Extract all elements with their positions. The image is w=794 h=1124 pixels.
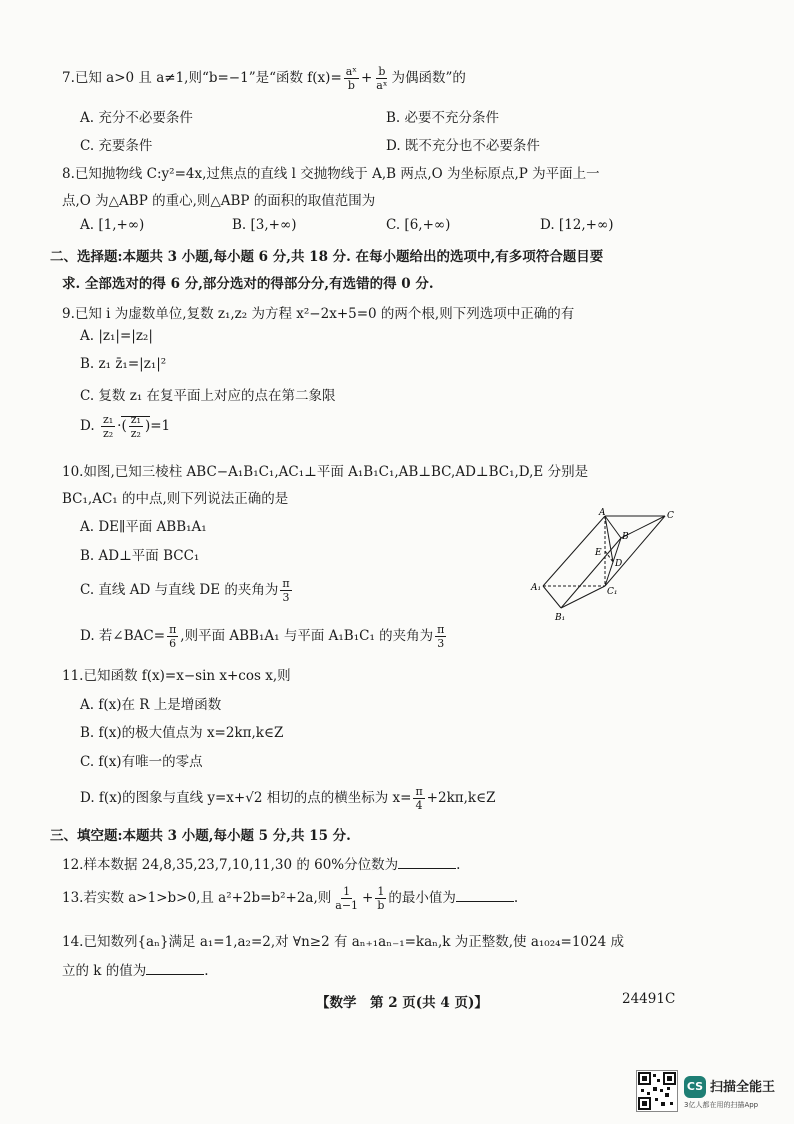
- q7-option-b: B. 必要不充分条件: [386, 110, 500, 126]
- q8-option-c: C. [6,+∞): [386, 217, 451, 233]
- q10-d-fraction-2: [435, 624, 446, 649]
- q11-d-fraction: [413, 786, 424, 811]
- q11-d-numerator: π: [415, 785, 423, 798]
- q7-fraction-1: [344, 66, 359, 91]
- q7-option-d: D. 既不充分也不必要条件: [386, 138, 540, 154]
- q9-d-denominator: z₂: [102, 427, 114, 440]
- label-c: C: [667, 511, 674, 521]
- question-12: [62, 853, 460, 873]
- q10-option-c: [80, 578, 294, 603]
- q10-d-middle: ,则平面 ABB₁A₁ 与平面 A₁B₁C₁ 的夹角为: [180, 628, 434, 644]
- q10-c-numerator: π: [282, 577, 290, 590]
- prism-figure: [525, 508, 685, 623]
- scanner-app-tagline: 3亿人都在用的扫描App: [684, 1101, 759, 1109]
- q9-option-d: [80, 414, 170, 439]
- q7-stem-part-1: 7.已知 a>0 且 a≠1,则“b=−1”是“函数 f(x)=: [62, 70, 342, 86]
- scanner-app-name: 扫描全能王: [710, 1080, 776, 1095]
- q13-plus: +: [362, 890, 374, 906]
- q9-option-a: A. |z₁|=|z₂|: [80, 328, 153, 344]
- q14-end: .: [204, 963, 209, 979]
- camscanner-logo-icon: CS: [684, 1076, 706, 1098]
- q10-option-a: A. DE∥平面 ABB₁A₁: [80, 519, 207, 535]
- q9-d-suffix: =1: [150, 418, 171, 434]
- q9-d-conjugate: ( $\frac{\text{z₁}}{\text{z₂}}$ ): [121, 413, 151, 440]
- q10-d-prefix: D. 若∠BAC=: [80, 628, 166, 644]
- question-14-line-2: [62, 959, 209, 979]
- q7-frac1-numerator: aˣ: [345, 65, 357, 78]
- q10-d-numerator-2: π: [437, 623, 445, 636]
- edge-a1-b1: [543, 586, 561, 608]
- q11-d-prefix: D. f(x)的图象与直线 y=x+√2 相切的点的横坐标为 x=: [80, 790, 412, 806]
- q9-option-c: C. 复数 z₁ 在复平面上对应的点在第二象限: [80, 388, 336, 404]
- q7-option-c: C. 充要条件: [80, 138, 153, 154]
- q7-stem-part-2: 为偶函数”的: [391, 70, 466, 86]
- q8-option-b: B. [3,+∞): [232, 217, 297, 233]
- question-10-line-2: BC₁,AC₁ 的中点,则下列说法正确的是: [62, 491, 289, 507]
- q9-d-prefix: D.: [80, 418, 95, 434]
- q12-end: .: [456, 857, 461, 873]
- q13-frac1-denominator: a−1: [335, 899, 359, 912]
- q9-d-fraction: [101, 414, 115, 439]
- q7-plus: +: [360, 70, 373, 86]
- q12-stem: 12.样本数据 24,8,35,23,7,10,11,30 的 60%分位数为: [62, 857, 399, 873]
- label-a1: A₁: [531, 583, 542, 593]
- q8-option-d: D. [12,+∞): [540, 217, 614, 233]
- q7-frac1-denominator: b: [347, 79, 355, 92]
- q10-d-numerator-1: π: [169, 623, 177, 636]
- question-10-line-1: 10.如图,已知三棱柱 ABC−A₁B₁C₁,AC₁⊥平面 A₁B₁C₁,AB⊥BC,AD⊥BC₁,D,E 分别是: [62, 464, 589, 480]
- edge-b-b1: [561, 538, 621, 608]
- section-2-heading-line-2: 求. 全部选对的得 6 分,部分选对的得部分分,有选错的得 0 分.: [62, 276, 434, 292]
- q10-option-d: [80, 624, 448, 649]
- q9-d-paren-numerator: z₁: [130, 413, 141, 426]
- question-8-line-2: 点,O 为△ABP 的重心,则△ABP 的面积的取值范围为: [62, 193, 376, 209]
- q11-option-a: A. f(x)在 R 上是增函数: [80, 697, 222, 713]
- q11-option-c: C. f(x)有唯一的零点: [80, 754, 203, 770]
- question-7-stem: [62, 66, 466, 91]
- q9-d-paren-denominator: z₂: [130, 427, 141, 440]
- label-b: B: [622, 532, 629, 542]
- q7-fraction-2: [374, 66, 389, 91]
- q9-d-paren-fraction: [129, 414, 143, 439]
- q8-option-a: A. [1,+∞): [80, 217, 145, 233]
- label-c1: C₁: [607, 587, 618, 597]
- q14-line2-prefix: 立的 k 的值为: [62, 963, 147, 979]
- question-13: [62, 886, 518, 911]
- q12-answer-blank[interactable]: [398, 856, 456, 869]
- label-a: A: [599, 508, 606, 518]
- footer-code: 24491C: [622, 991, 676, 1007]
- edge-c-c1: [605, 516, 665, 586]
- q10-d-fraction-1: [167, 624, 178, 649]
- q13-stem: 13.若实数 a>1>b>0,且 a²+2b=b²+2a,则: [62, 890, 332, 906]
- q11-option-d: [80, 786, 495, 811]
- section-3-heading: 三、填空题:本题共 3 小题,每小题 5 分,共 15 分.: [50, 828, 351, 844]
- label-e: E: [595, 548, 602, 558]
- question-8-line-1: 8.已知抛物线 C:y²=4x,过焦点的直线 l 交抛物线于 A,B 两点,O 为坐标原点,P 为平面上一: [62, 166, 600, 182]
- q10-d-denominator-1: 6: [169, 637, 177, 650]
- q13-answer-blank[interactable]: [456, 889, 514, 902]
- q13-frac2-denominator: b: [377, 899, 385, 912]
- q13-frac1-numerator: 1: [343, 885, 351, 898]
- edge-b1-c1: [561, 586, 605, 608]
- q13-frac2-numerator: 1: [377, 885, 385, 898]
- q14-answer-blank[interactable]: [146, 962, 204, 975]
- q7-frac2-denominator: aˣ: [376, 79, 388, 92]
- section-2-heading-line-1: 二、选择题:本题共 3 小题,每小题 6 分,共 18 分. 在每小题给出的选项中,有多项符合题目要: [50, 249, 604, 265]
- label-b1: B₁: [555, 613, 566, 623]
- q11-d-denominator: 4: [415, 799, 423, 812]
- question-11-stem: 11.已知函数 f(x)=x−sin x+cos x,则: [62, 668, 291, 684]
- q9-d-dot: ·: [117, 418, 122, 434]
- q13-fraction-1: [333, 886, 360, 911]
- q7-option-a: A. 充分不必要条件: [80, 110, 193, 126]
- q11-option-b: B. f(x)的极大值点为 x=2kπ,k∈Z: [80, 725, 284, 741]
- question-9-stem: 9.已知 i 为虚数单位,复数 z₁,z₂ 为方程 x²−2x+5=0 的两个根,则下列选项中正确的有: [62, 306, 575, 322]
- q13-end: .: [513, 890, 519, 906]
- label-d: D: [615, 559, 623, 569]
- q10-c-denominator: 3: [282, 591, 290, 604]
- q10-c-prefix: C. 直线 AD 与直线 DE 的夹角为: [80, 582, 279, 598]
- q10-option-b: B. AD⊥平面 BCC₁: [80, 548, 200, 564]
- q13-fraction-2: [375, 886, 386, 911]
- q13-tail: 的最小值为: [388, 890, 456, 906]
- q9-option-b: B. z₁ z̄₁=|z₁|²: [80, 356, 167, 372]
- footer-title: 【数学 第 2 页(共 4 页)】: [316, 995, 488, 1011]
- q10-c-fraction: [280, 578, 291, 603]
- question-14-line-1: 14.已知数列{aₙ}满足 a₁=1,a₂=2,对 ∀n≥2 有 aₙ₊₁aₙ₋₁=kaₙ,k 为正整数,使 a₁₀₂₄=1024 成: [62, 934, 624, 950]
- q11-d-suffix: +2kπ,k∈Z: [426, 790, 496, 806]
- q7-frac2-numerator: b: [378, 65, 386, 78]
- q9-d-numerator: z₁: [102, 413, 114, 426]
- qr-code-icon: [636, 1070, 678, 1112]
- q10-d-denominator-2: 3: [437, 637, 445, 650]
